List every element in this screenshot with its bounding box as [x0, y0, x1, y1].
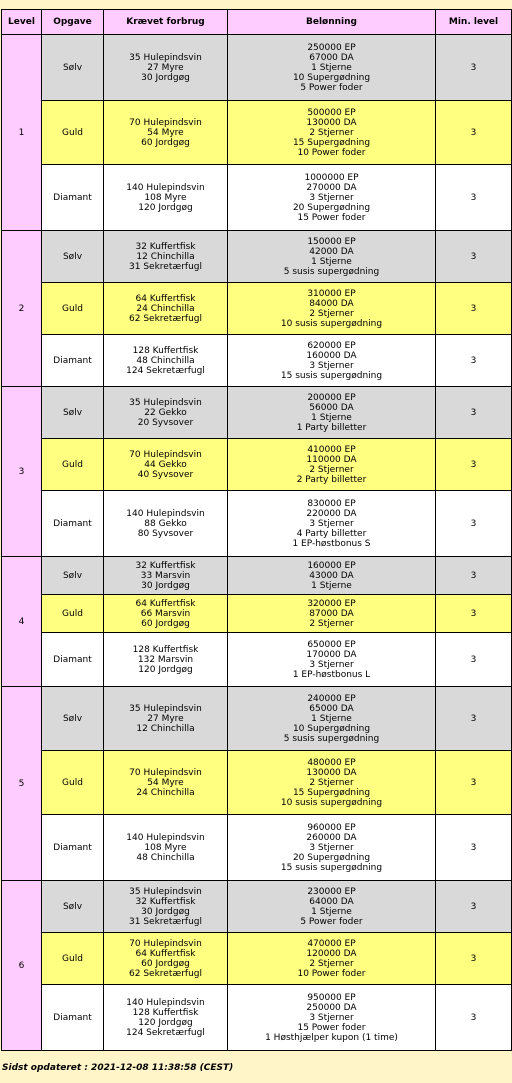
- required-item: 80 Syvsover: [137, 528, 194, 539]
- header-level: Level: [2, 10, 42, 35]
- task-tier-cell: Guld: [42, 439, 104, 491]
- table-row: [2, 231, 512, 283]
- required-item: 64 Kuffertfisk: [135, 598, 196, 609]
- reward-item: 1 Høsthjælper kupon (1 time): [265, 1032, 398, 1043]
- reward-item: 310000 EP: [307, 288, 356, 299]
- table-row: [2, 387, 512, 439]
- reward-item: 20 Supergødning: [292, 852, 371, 863]
- task-tier-cell: Diamant: [42, 165, 104, 231]
- reward-item: 10 Power foder: [297, 968, 366, 979]
- min-level-cell: 3: [436, 633, 512, 687]
- reward-item: 1 Stjerne: [311, 906, 352, 917]
- reward-item: 960000 EP: [307, 822, 356, 833]
- required-item: 32 Kuffertfisk: [135, 241, 196, 252]
- required-item: 140 Hulepindsvin: [126, 182, 205, 193]
- min-level-cell: 3: [436, 815, 512, 881]
- reward-item: 120000 DA: [306, 948, 357, 959]
- reward-item: 15 Power foder: [297, 1022, 366, 1033]
- required-item: 60 Jordgøg: [141, 618, 190, 629]
- reward-item: 15 Supergødning: [292, 787, 371, 798]
- required-cell: [104, 283, 228, 335]
- required-item: 32 Kuffertfisk: [135, 560, 196, 571]
- reward-item: 3 Stjerner: [309, 1012, 354, 1023]
- min-level-cell: 3: [436, 387, 512, 439]
- min-level-cell: 3: [436, 985, 512, 1051]
- task-tier-cell: Sølv: [42, 557, 104, 595]
- table-row: [2, 881, 512, 933]
- table-row: [2, 165, 512, 231]
- reward-item: 1 Stjerne: [311, 62, 352, 73]
- reward-item: 2 Stjerner: [309, 464, 354, 475]
- reward-item: 3 Stjerner: [309, 659, 354, 670]
- reward-item: 10 Supergødning: [292, 72, 371, 83]
- reward-item: 2 Stjerner: [309, 308, 354, 319]
- min-level-cell: 3: [436, 557, 512, 595]
- required-item: 30 Jordgøg: [141, 72, 190, 83]
- reward-cell: [228, 881, 436, 933]
- table-row: [2, 491, 512, 557]
- reward-item: 110000 DA: [306, 454, 357, 465]
- table-row: [2, 557, 512, 595]
- reward-item: 43000 DA: [309, 570, 354, 581]
- header-min-level: Min. level: [436, 10, 512, 35]
- task-tier-cell: Sølv: [42, 231, 104, 283]
- level-cell: 1: [2, 35, 42, 231]
- header-reward: Belønning: [228, 10, 436, 35]
- required-cell: [104, 165, 228, 231]
- reward-cell: [228, 751, 436, 815]
- required-item: 108 Myre: [144, 192, 187, 203]
- reward-item: 42000 DA: [309, 246, 354, 257]
- task-tier-cell: Diamant: [42, 633, 104, 687]
- required-item: 48 Chinchilla: [136, 852, 195, 863]
- reward-item: 200000 EP: [307, 392, 356, 403]
- min-level-cell: 3: [436, 439, 512, 491]
- reward-item: 830000 EP: [307, 498, 356, 509]
- reward-item: 480000 EP: [307, 757, 356, 768]
- header-task: Opgave: [42, 10, 104, 35]
- required-item: 70 Hulepindsvin: [129, 449, 202, 460]
- required-item: 140 Hulepindsvin: [126, 832, 205, 843]
- required-item: 70 Hulepindsvin: [129, 767, 202, 778]
- level-cell: 5: [2, 687, 42, 881]
- task-tier-cell: Guld: [42, 283, 104, 335]
- reward-item: 5 Power foder: [300, 82, 363, 93]
- reward-item: 2 Party billetter: [296, 474, 367, 485]
- required-item: 31 Sekretærfugl: [129, 916, 202, 927]
- reward-item: 1 Stjerne: [311, 713, 352, 724]
- level-cell: 4: [2, 557, 42, 687]
- table-row: [2, 335, 512, 387]
- reward-item: 65000 DA: [309, 703, 354, 714]
- required-cell: [104, 881, 228, 933]
- reward-cell: [228, 633, 436, 687]
- reward-cell: [228, 557, 436, 595]
- required-cell: [104, 35, 228, 101]
- required-item: 24 Chinchilla: [136, 787, 195, 798]
- reward-item: 650000 EP: [307, 639, 356, 650]
- min-level-cell: 3: [436, 751, 512, 815]
- reward-item: 1 EP-høstbonus S: [292, 538, 371, 549]
- required-cell: [104, 687, 228, 751]
- reward-item: 1 Stjerne: [311, 580, 352, 591]
- reward-item: 260000 DA: [306, 832, 357, 843]
- required-item: 12 Chinchilla: [136, 251, 195, 262]
- reward-cell: [228, 491, 436, 557]
- reward-cell: [228, 985, 436, 1051]
- reward-item: 950000 EP: [307, 992, 356, 1003]
- table-row: [2, 595, 512, 633]
- reward-item: 5 susis supergødning: [283, 733, 380, 744]
- table-row: [2, 439, 512, 491]
- required-item: 48 Chinchilla: [136, 355, 195, 366]
- table-row: [2, 815, 512, 881]
- required-item: 12 Chinchilla: [136, 723, 195, 734]
- reward-cell: [228, 335, 436, 387]
- required-cell: [104, 491, 228, 557]
- reward-item: 170000 DA: [306, 649, 357, 660]
- required-item: 62 Sekretærfugl: [129, 313, 202, 324]
- required-item: 120 Jordgøg: [138, 202, 193, 213]
- min-level-cell: 3: [436, 881, 512, 933]
- quest-table: [1, 9, 512, 1051]
- level-cell: 3: [2, 387, 42, 557]
- task-tier-cell: Sølv: [42, 35, 104, 101]
- required-item: 62 Sekretærfugl: [129, 968, 202, 979]
- required-cell: [104, 595, 228, 633]
- required-cell: [104, 751, 228, 815]
- required-item: 27 Myre: [147, 62, 184, 73]
- reward-item: 1 EP-høstbonus L: [292, 669, 371, 680]
- reward-item: 3 Stjerner: [309, 518, 354, 529]
- required-item: 32 Kuffertfisk: [135, 896, 196, 907]
- task-tier-cell: Diamant: [42, 335, 104, 387]
- reward-cell: [228, 439, 436, 491]
- reward-item: 1 Party billetter: [296, 422, 367, 433]
- header-required: Krævet forbrug: [104, 10, 228, 35]
- reward-cell: [228, 165, 436, 231]
- reward-item: 620000 EP: [307, 340, 356, 351]
- min-level-cell: 3: [436, 283, 512, 335]
- required-item: 124 Sekretærfugl: [126, 365, 205, 376]
- required-item: 60 Jordgøg: [141, 958, 190, 969]
- required-item: 60 Jordgøg: [141, 137, 190, 148]
- reward-item: 20 Supergødning: [292, 202, 371, 213]
- required-item: 88 Gekko: [144, 518, 187, 529]
- level-cell: 2: [2, 231, 42, 387]
- reward-item: 250000 EP: [307, 42, 356, 53]
- reward-item: 5 susis supergødning: [283, 266, 380, 277]
- required-item: 124 Sekretærfugl: [126, 1027, 205, 1038]
- required-cell: [104, 335, 228, 387]
- reward-item: 2 Stjerner: [309, 618, 354, 629]
- task-tier-cell: Diamant: [42, 815, 104, 881]
- reward-item: 2 Stjerner: [309, 127, 354, 138]
- required-item: 44 Gekko: [144, 459, 187, 470]
- reward-item: 270000 DA: [306, 182, 357, 193]
- reward-item: 470000 EP: [307, 938, 356, 949]
- min-level-cell: 3: [436, 231, 512, 283]
- reward-item: 64000 DA: [309, 896, 354, 907]
- reward-item: 10 susis supergødning: [280, 797, 383, 808]
- reward-item: 220000 DA: [306, 508, 357, 519]
- required-item: 128 Kuffertfisk: [132, 644, 199, 655]
- reward-item: 230000 EP: [307, 886, 356, 897]
- required-item: 30 Jordgøg: [141, 580, 190, 591]
- required-item: 33 Marsvin: [140, 570, 191, 581]
- reward-cell: [228, 35, 436, 101]
- task-tier-cell: Sølv: [42, 881, 104, 933]
- required-item: 64 Kuffertfisk: [135, 948, 196, 959]
- header-row: [2, 10, 512, 35]
- reward-item: 240000 EP: [307, 693, 356, 704]
- required-item: 20 Syvsover: [137, 417, 194, 428]
- reward-item: 15 susis supergødning: [280, 862, 383, 873]
- reward-cell: [228, 231, 436, 283]
- table-row: [2, 687, 512, 751]
- task-tier-cell: Sølv: [42, 387, 104, 439]
- table-row: [2, 985, 512, 1051]
- reward-item: 2 Stjerner: [309, 777, 354, 788]
- required-cell: [104, 387, 228, 439]
- table-row: [2, 101, 512, 165]
- reward-item: 500000 EP: [307, 107, 356, 118]
- task-tier-cell: Guld: [42, 933, 104, 985]
- table-row: [2, 283, 512, 335]
- reward-item: 10 susis supergødning: [280, 318, 383, 329]
- required-cell: [104, 557, 228, 595]
- table-row: [2, 933, 512, 985]
- required-item: 35 Hulepindsvin: [129, 886, 202, 897]
- min-level-cell: 3: [436, 933, 512, 985]
- required-item: 64 Kuffertfisk: [135, 293, 196, 304]
- required-item: 108 Myre: [144, 842, 187, 853]
- reward-item: 2 Stjerner: [309, 958, 354, 969]
- reward-item: 130000 DA: [306, 117, 357, 128]
- min-level-cell: 3: [436, 335, 512, 387]
- reward-item: 160000 DA: [306, 350, 357, 361]
- required-item: 30 Jordgøg: [141, 906, 190, 917]
- reward-cell: [228, 815, 436, 881]
- reward-item: 10 Power foder: [297, 147, 366, 158]
- reward-cell: [228, 933, 436, 985]
- reward-cell: [228, 387, 436, 439]
- required-item: 54 Myre: [147, 127, 184, 138]
- min-level-cell: 3: [436, 687, 512, 751]
- reward-item: 87000 DA: [309, 608, 354, 619]
- reward-item: 1000000 EP: [304, 172, 359, 183]
- reward-item: 5 Power foder: [300, 916, 363, 927]
- reward-item: 150000 EP: [307, 236, 356, 247]
- reward-item: 15 Supergødning: [292, 137, 371, 148]
- task-tier-cell: Guld: [42, 751, 104, 815]
- required-cell: [104, 985, 228, 1051]
- task-tier-cell: Diamant: [42, 985, 104, 1051]
- reward-item: 130000 DA: [306, 767, 357, 778]
- required-cell: [104, 101, 228, 165]
- required-item: 120 Jordgøg: [138, 664, 193, 675]
- reward-item: 10 Supergødning: [292, 723, 371, 734]
- level-cell: 6: [2, 881, 42, 1051]
- table-row: [2, 35, 512, 101]
- reward-item: 56000 DA: [309, 402, 354, 413]
- required-cell: [104, 633, 228, 687]
- reward-item: 320000 EP: [307, 598, 356, 609]
- required-cell: [104, 439, 228, 491]
- required-cell: [104, 231, 228, 283]
- required-item: 35 Hulepindsvin: [129, 703, 202, 714]
- reward-item: 1 Stjerne: [311, 412, 352, 423]
- reward-item: 3 Stjerner: [309, 360, 354, 371]
- reward-item: 84000 DA: [309, 298, 354, 309]
- reward-item: 3 Stjerner: [309, 842, 354, 853]
- min-level-cell: 3: [436, 595, 512, 633]
- required-item: 24 Chinchilla: [136, 303, 195, 314]
- reward-item: 3 Stjerner: [309, 192, 354, 203]
- reward-item: 15 susis supergødning: [280, 370, 383, 381]
- task-tier-cell: Diamant: [42, 491, 104, 557]
- reward-cell: [228, 687, 436, 751]
- required-item: 40 Syvsover: [137, 469, 194, 480]
- reward-item: 67000 DA: [309, 52, 354, 63]
- min-level-cell: 3: [436, 101, 512, 165]
- table-row: [2, 633, 512, 687]
- required-item: 128 Kuffertfisk: [132, 345, 199, 356]
- required-item: 27 Myre: [147, 713, 184, 724]
- reward-cell: [228, 101, 436, 165]
- reward-item: 410000 EP: [307, 444, 356, 455]
- required-cell: [104, 933, 228, 985]
- required-item: 70 Hulepindsvin: [129, 117, 202, 128]
- task-tier-cell: Sølv: [42, 687, 104, 751]
- required-item: 66 Marsvin: [140, 608, 191, 619]
- required-item: 140 Hulepindsvin: [126, 997, 205, 1008]
- task-tier-cell: Guld: [42, 101, 104, 165]
- required-item: 54 Myre: [147, 777, 184, 788]
- reward-cell: [228, 283, 436, 335]
- reward-cell: [228, 595, 436, 633]
- required-item: 35 Hulepindsvin: [129, 52, 202, 63]
- quest-table-body: [2, 35, 512, 1051]
- required-item: 128 Kuffertfisk: [132, 1007, 199, 1018]
- required-item: 31 Sekretærfugl: [129, 261, 202, 272]
- last-updated: Sidst opdateret : 2021-12-08 11:38:58 (CEST): [2, 1063, 234, 1073]
- reward-item: 15 Power foder: [297, 212, 366, 223]
- reward-item: 4 Party billetter: [296, 528, 367, 539]
- reward-item: 160000 EP: [307, 560, 356, 571]
- required-item: 35 Hulepindsvin: [129, 397, 202, 408]
- required-item: 140 Hulepindsvin: [126, 508, 205, 519]
- required-item: 70 Hulepindsvin: [129, 938, 202, 949]
- table-row: [2, 751, 512, 815]
- required-item: 22 Gekko: [144, 407, 187, 418]
- min-level-cell: 3: [436, 491, 512, 557]
- min-level-cell: 3: [436, 35, 512, 101]
- required-item: 120 Jordgøg: [138, 1017, 193, 1028]
- reward-item: 250000 DA: [306, 1002, 357, 1013]
- required-cell: [104, 815, 228, 881]
- min-level-cell: 3: [436, 165, 512, 231]
- task-tier-cell: Guld: [42, 595, 104, 633]
- reward-item: 1 Stjerne: [311, 256, 352, 267]
- required-item: 132 Marsvin: [137, 654, 194, 665]
